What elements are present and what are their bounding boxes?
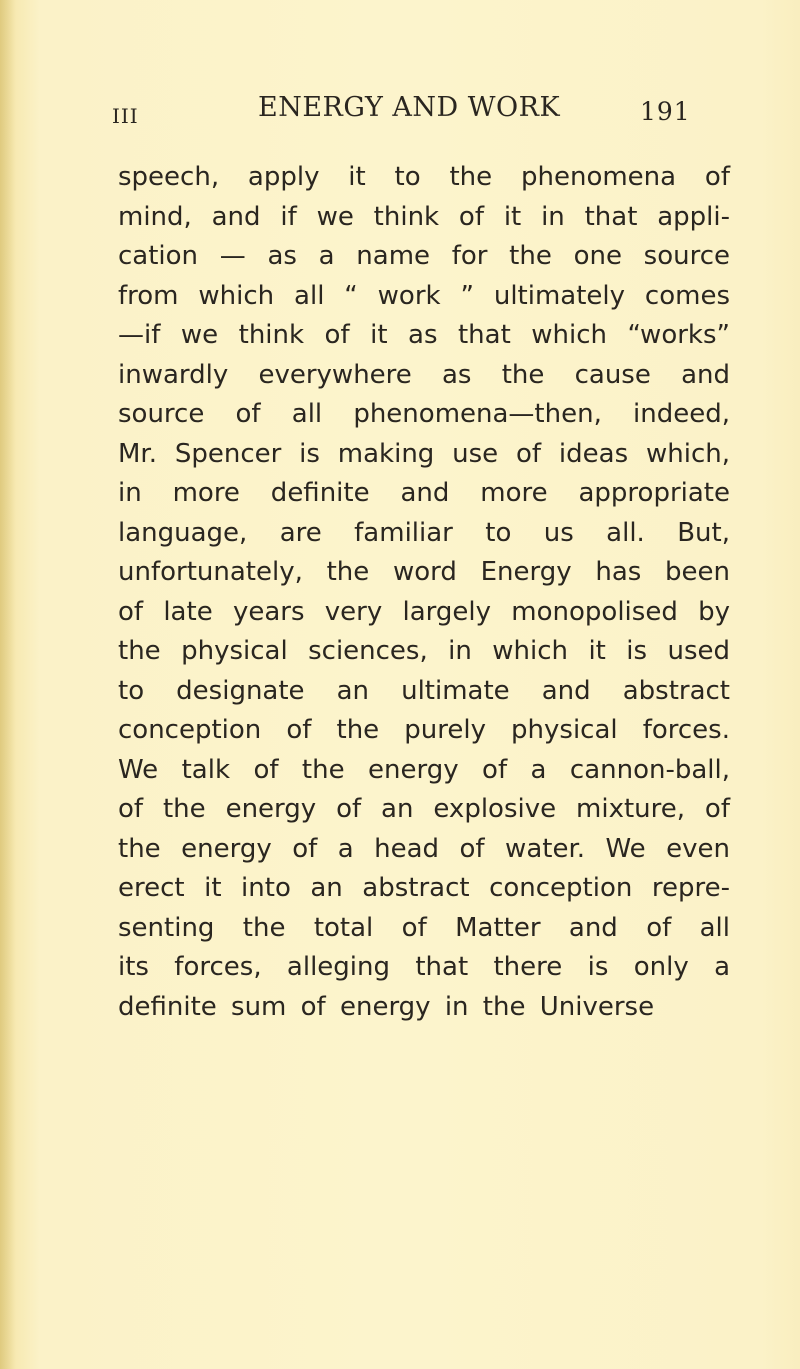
text-line: We talk of the energy of a cannon-ball, <box>118 754 730 785</box>
page-spine-shadow <box>0 0 16 1369</box>
text-line: conception of the purely physical forces. <box>118 715 730 745</box>
text-line: cation — as a name for the one source <box>118 241 730 271</box>
text-line: inwardly everywhere as the cause and <box>118 359 730 390</box>
text-line: of late years very largely monopolised by <box>118 596 730 627</box>
text-line: speech, apply it to the phenomena of <box>118 162 730 192</box>
text-line: —if we think of it as that which “works” <box>118 320 730 350</box>
text-line: from which all “ work ” ultimately comes <box>118 280 730 311</box>
text-line: its forces, alleging that there is only a <box>118 952 730 982</box>
running-head <box>0 92 800 132</box>
text-line: of the energy of an explosive mixture, of <box>118 794 730 824</box>
text-line: in more definite and more appropriate <box>118 478 730 508</box>
text-line: Mr. Spencer is making use of ideas which, <box>118 438 730 469</box>
text-line: to designate an ultimate and abstract <box>118 675 730 706</box>
text-line: mind, and if we think of it in that appli- <box>118 201 730 232</box>
text-line: senting the total of Matter and of all <box>118 912 730 943</box>
text-line: the physical sciences, in which it is used <box>118 636 730 666</box>
text-line: definite sum of energy in the Universe <box>118 991 655 1022</box>
running-title: ENERGY AND WORK <box>258 92 561 123</box>
body-text <box>118 158 730 1027</box>
page-number: 191 <box>640 97 691 126</box>
text-line: unfortunately, the word Energy has been <box>118 557 730 587</box>
text-line: source of all phenomena—then, indeed, <box>118 399 730 429</box>
chapter-number: III <box>112 104 139 128</box>
text-line: erect it into an abstract conception repre- <box>118 873 730 903</box>
text-line: the energy of a head of water. We even <box>118 833 730 864</box>
text-line: language, are familiar to us all. But, <box>118 517 730 548</box>
